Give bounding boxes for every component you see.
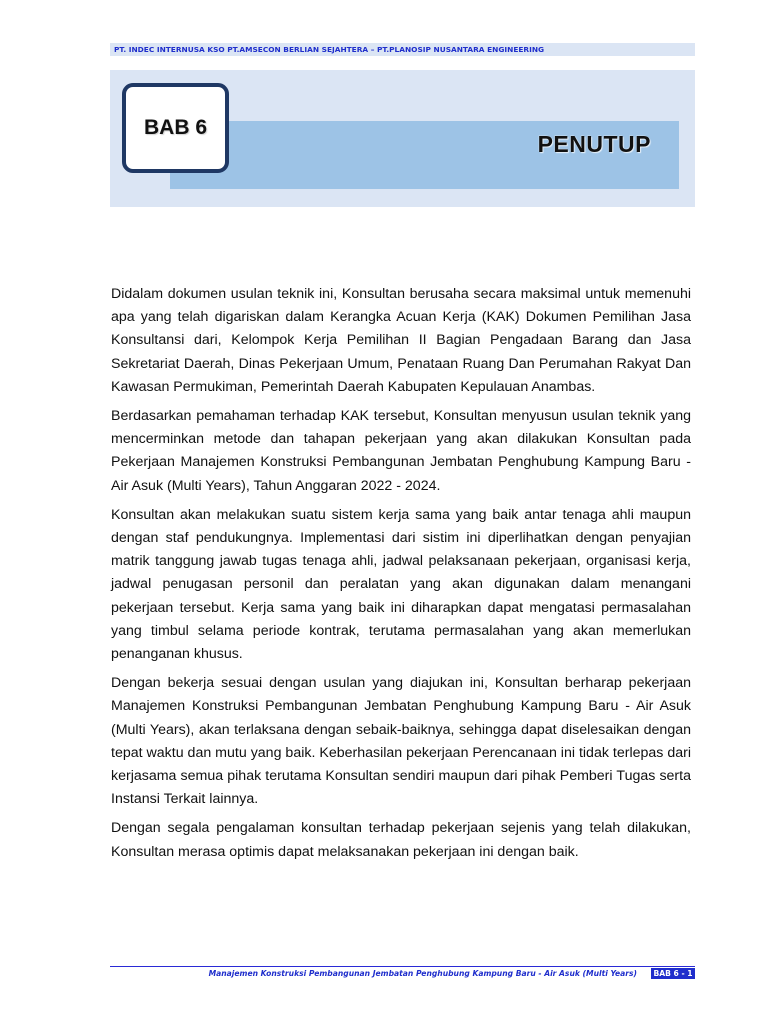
footer-divider [110, 966, 695, 967]
body-text [111, 283, 691, 870]
paragraph: Berdasarkan pemahaman terhadap KAK tersebut, Konsultan menyusun usulan teknik yang mencerminkan metode dan tahapan pekerjaan yang akan dilakukan Konsultan pada Pekerjaan Manajemen Konstruksi Pembangunan Jembatan Penghubung Kampung Baru - Air Asuk (Multi Years), Tahun Anggaran 2022 - 2024. [111, 408, 691, 494]
paragraph: Didalam dokumen usulan teknik ini, Konsultan berusaha secara maksimal untuk memenuhi apa yang telah digariskan dalam Kerangka Acuan Kerja (KAK) Dokumen Pemilihan Jasa Konsultansi dari, Kelompok Kerja Pemilihan II Bagian Pengadaan Barang dan Jasa Sekretariat Daerah, Dinas Pekerjaan Umum, Penataan Ruang Dan Perumahan Rakyat Dan Kawasan Permukiman, Pemerintah Daerah Kabupaten Kepulauan Anambas. [111, 286, 691, 395]
paragraph: Dengan bekerja sesuai dengan usulan yang diajukan ini, Konsultan berharap pekerjaan Manajemen Konstruksi Pembangunan Jembatan Penghubung Kampung Baru - Air Asuk (Multi Years), akan terlaksana dengan sebaik-baiknya, sehingga dapat diselesaikan dengan tepat waktu dan mutu yang baik. Keberhasilan pekerjaan Perencanaan ini tidak terlepas dari kerjasama semua pihak terutama Konsultan sendiri maupun dari pihak Pemberi Tugas serta Instansi Terkait lainnya. [111, 675, 691, 808]
paragraph: Dengan segala pengalaman konsultan terhadap pekerjaan sejenis yang telah dilakukan, Konsultan merasa optimis dapat melaksanakan pekerjaan ini dengan baik. [111, 820, 691, 860]
paragraph: Konsultan akan melakukan suatu sistem kerja sama yang baik antar tenaga ahli maupun dengan staf pendukungnya. Implementasi dari sistim ini diperlihatkan dengan penyajian matrik tanggung jawab tugas tenaga ahli, jadwal pelaksanaan pekerjaan, organisasi kerja, jadwal penugasan personil dan peralatan yang akan digunakan dalam menangani pekerjaan tersebut. Kerja sama yang baik ini diharapkan dapat mengatasi permasalahan yang timbul selama periode kontrak, terutama permasalahan yang akan memerlukan penanganan khusus. [111, 506, 691, 663]
chapter-label-box [122, 83, 229, 173]
running-header: PT. INDEC INTERNUSA KSO PT.AMSECON BERLIAN SEJAHTERA – PT.PLANOSIP NUSANTARA ENGINEERING [110, 43, 695, 56]
chapter-label: BAB 6 [143, 116, 207, 139]
page-number-badge: BAB 6 - 1 [651, 968, 695, 979]
footer-project-title: Manajemen Konstruksi Pembangunan Jembatan Penghubung Kampung Baru - Air Asuk (Multi Years) [208, 969, 637, 978]
chapter-title-bar [170, 121, 679, 189]
chapter-title: PENUTUP [537, 131, 651, 157]
